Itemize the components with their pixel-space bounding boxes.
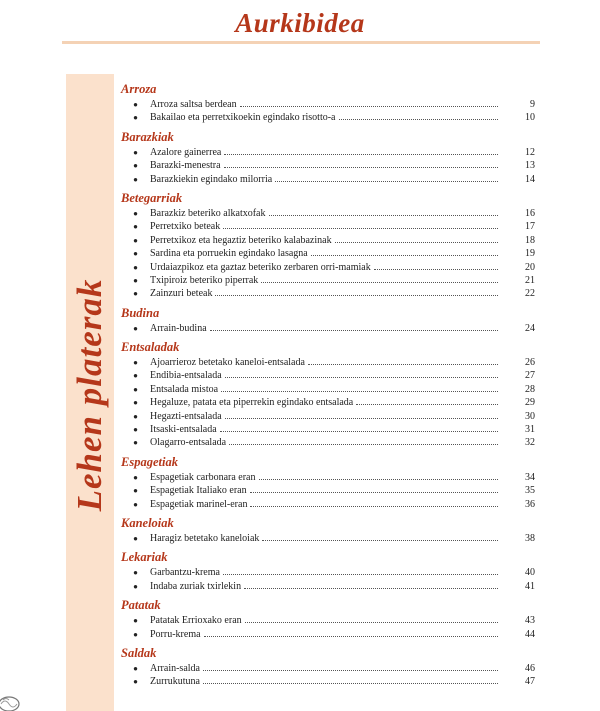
page-number: 10	[525, 112, 535, 124]
dot-leader	[221, 382, 498, 392]
entry-title: Barazkiekin egindako milorria	[150, 173, 273, 185]
page-number: 30	[525, 410, 535, 422]
dot-leader	[223, 565, 498, 575]
bullet-icon: ●	[133, 486, 138, 496]
bullet-icon: ●	[133, 358, 138, 368]
toc-entry	[121, 565, 535, 578]
section-heading: Betegarriak	[121, 190, 183, 205]
entry-title: Zurrukutuna	[150, 676, 200, 688]
entry-title: Entsalada mistoa	[150, 383, 219, 395]
entry-title: Sardina eta porruekin egindako lasagna	[150, 248, 308, 260]
dot-leader	[224, 145, 498, 155]
dot-leader	[220, 422, 498, 432]
page-number: 44	[525, 628, 535, 640]
toc-entry	[121, 355, 535, 368]
toc-entry	[121, 661, 535, 674]
page-number: 20	[525, 261, 535, 273]
toc-section	[121, 598, 535, 640]
bullet-icon: ●	[133, 398, 138, 408]
toc-entry	[121, 435, 535, 448]
toc-entry	[121, 260, 535, 273]
dot-leader	[259, 470, 499, 480]
page-title: Aurkibidea	[235, 8, 365, 38]
toc-entry	[121, 206, 535, 219]
page-number: 46	[525, 662, 535, 674]
toc-section	[121, 516, 535, 544]
page-number: 13	[525, 160, 535, 172]
entry-title: Ajoarrieroz betetako kaneloi-entsalada	[150, 357, 305, 369]
bullet-icon: ●	[133, 581, 138, 591]
bullet-icon: ●	[133, 472, 138, 482]
page-number: 29	[525, 397, 535, 409]
toc-entry	[121, 531, 535, 544]
entry-title: Arrain-salda	[150, 662, 200, 674]
dot-leader	[339, 110, 499, 120]
page-number: 27	[525, 370, 535, 382]
dot-leader	[215, 286, 498, 296]
toc-section	[121, 340, 535, 449]
bullet-icon: ●	[133, 235, 138, 245]
bullet-icon: ●	[133, 533, 138, 543]
toc-section	[121, 646, 535, 688]
toc-entry	[121, 409, 535, 422]
toc-entry	[121, 97, 535, 110]
page-number: 22	[525, 288, 535, 300]
dot-leader	[250, 497, 498, 507]
bullet-icon: ●	[133, 249, 138, 259]
entry-title: Porru-krema	[150, 628, 201, 640]
entry-title: Hegaluze, patata eta piperrekin egindako entsalada	[150, 397, 354, 409]
toc-entry	[121, 246, 535, 259]
dot-leader	[225, 368, 498, 378]
dot-leader	[245, 613, 498, 623]
page-number: 28	[525, 383, 535, 395]
page-number: 9	[530, 99, 535, 110]
toc-entry	[121, 483, 535, 496]
bullet-icon: ●	[133, 677, 138, 687]
entry-title: Barazki-menestra	[150, 160, 221, 172]
toc-entry	[121, 382, 535, 395]
section-heading: Barazkiak	[121, 129, 174, 144]
entry-title: Arrain-budina	[150, 322, 207, 334]
bullet-icon: ●	[133, 100, 138, 109]
page-number: 36	[525, 498, 535, 510]
bullet-icon: ●	[133, 425, 138, 435]
toc-entry	[121, 233, 535, 246]
page-number: 41	[525, 580, 535, 592]
entry-title: Urdaiazpikoz eta gaztaz beteriko zerbaren orri-mamiak	[150, 261, 371, 273]
entry-title: Patatak Errioxako eran	[150, 615, 242, 627]
section-heading: Saldak	[121, 645, 157, 660]
page-number: 12	[525, 146, 535, 158]
title-divider	[62, 41, 540, 44]
page-number: 14	[525, 173, 535, 185]
dot-leader	[229, 435, 498, 445]
page-number: 40	[525, 567, 535, 579]
entry-title: Espagetiak marinel-eran	[150, 498, 248, 510]
bullet-icon: ●	[133, 629, 138, 639]
dot-leader	[203, 674, 498, 684]
page-number: 38	[525, 532, 535, 544]
dot-leader	[204, 627, 498, 637]
toc-entry	[121, 145, 535, 158]
bullet-icon: ●	[133, 113, 138, 123]
table-of-contents	[121, 82, 535, 694]
bullet-icon: ●	[133, 371, 138, 381]
dot-leader	[210, 321, 498, 331]
corner-logo-icon	[0, 688, 22, 711]
entry-title: Olagarro-entsalada	[150, 437, 227, 449]
page-number: 21	[525, 274, 535, 286]
page-number: 35	[525, 485, 535, 497]
entry-title: Endibia-entsalada	[150, 370, 222, 382]
toc-section	[121, 455, 535, 510]
bullet-icon: ●	[133, 438, 138, 448]
toc-section	[121, 550, 535, 592]
toc-entry	[121, 172, 535, 185]
page-number: 24	[525, 322, 535, 334]
bullet-icon: ●	[133, 411, 138, 421]
toc-entry	[121, 627, 535, 640]
bullet-icon: ●	[133, 289, 138, 299]
page-number: 43	[525, 615, 535, 627]
section-heading: Lekariak	[121, 550, 168, 565]
entry-title: Arroza saltsa berdean	[150, 99, 237, 110]
bullet-icon: ●	[133, 174, 138, 184]
dot-leader	[269, 206, 499, 216]
dot-leader	[244, 579, 498, 589]
toc-entry	[121, 395, 535, 408]
section-heading: Budina	[121, 305, 160, 320]
entry-title: Itsaski-entsalada	[150, 424, 217, 436]
toc-entry	[121, 674, 535, 687]
toc-entry	[121, 286, 535, 299]
section-heading: Arroza	[121, 82, 157, 96]
toc-section	[121, 191, 535, 300]
section-heading: Espagetiak	[121, 454, 178, 469]
toc-entry	[121, 497, 535, 510]
entry-title: Perretxikoz eta hegaztiz beteriko kalabazinak	[150, 234, 332, 246]
toc-entry	[121, 579, 535, 592]
dot-leader	[224, 158, 498, 168]
section-heading: Patatak	[121, 598, 161, 613]
entry-title: Haragiz betetako kaneloiak	[150, 532, 260, 544]
bullet-icon: ●	[133, 323, 138, 333]
toc-entry	[121, 368, 535, 381]
entry-title: Bakailao eta perretxikoekin egindako risotto-a	[150, 112, 336, 124]
side-chapter-label: Lehen platerak	[70, 278, 109, 512]
bullet-icon: ●	[133, 568, 138, 578]
dot-leader	[275, 172, 498, 182]
entry-title: Azalore gainerrea	[150, 146, 222, 158]
bullet-icon: ●	[133, 384, 138, 394]
page-number: 31	[525, 424, 535, 436]
dot-leader	[374, 260, 498, 270]
toc-entry	[121, 470, 535, 483]
entry-title: Espagetiak Italiako eran	[150, 485, 247, 497]
toc-section	[121, 82, 535, 124]
toc-entry	[121, 110, 535, 123]
bullet-icon: ●	[133, 275, 138, 285]
bullet-icon: ●	[133, 499, 138, 509]
entry-title: Indaba zuriak txirlekin	[150, 580, 242, 592]
entry-title: Barazkiz beteriko alkatxofak	[150, 207, 266, 219]
dot-leader	[203, 661, 498, 671]
page-number: 32	[525, 437, 535, 449]
dot-leader	[223, 219, 498, 229]
toc-entry	[121, 321, 535, 334]
dot-leader	[311, 246, 498, 256]
entry-title: Garbantzu-krema	[150, 567, 220, 579]
dot-leader	[261, 273, 498, 283]
page-number: 19	[525, 248, 535, 260]
section-heading: Kaneloiak	[121, 515, 174, 530]
bullet-icon: ●	[133, 208, 138, 218]
entry-title: Perretxiko beteak	[150, 221, 221, 233]
dot-leader	[356, 395, 498, 405]
dot-leader	[225, 409, 498, 419]
page-number: 18	[525, 234, 535, 246]
toc-section	[121, 306, 535, 334]
bullet-icon: ●	[133, 663, 138, 673]
toc-entry	[121, 613, 535, 626]
bullet-icon: ●	[133, 147, 138, 157]
entry-title: Zainzuri beteak	[150, 288, 213, 300]
bullet-icon: ●	[133, 616, 138, 626]
toc-section	[121, 130, 535, 185]
dot-leader	[335, 233, 498, 243]
section-heading: Entsaladak	[121, 340, 180, 355]
toc-entry	[121, 219, 535, 232]
page-number: 16	[525, 207, 535, 219]
page-number: 26	[525, 357, 535, 369]
bullet-icon: ●	[133, 161, 138, 171]
dot-leader	[308, 355, 498, 365]
toc-entry	[121, 158, 535, 171]
toc-entry	[121, 273, 535, 286]
entry-title: Hegazti-entsalada	[150, 410, 222, 422]
dot-leader	[262, 531, 498, 541]
page-number: 17	[525, 221, 535, 233]
bullet-icon: ●	[133, 222, 138, 232]
toc-entry	[121, 422, 535, 435]
entry-title: Txipiroiz beteriko piperrak	[150, 274, 259, 286]
entry-title: Espagetiak carbonara eran	[150, 471, 256, 483]
dot-leader	[250, 483, 498, 493]
page-number: 34	[525, 471, 535, 483]
page-number: 47	[525, 676, 535, 688]
bullet-icon: ●	[133, 262, 138, 272]
dot-leader	[240, 97, 498, 107]
